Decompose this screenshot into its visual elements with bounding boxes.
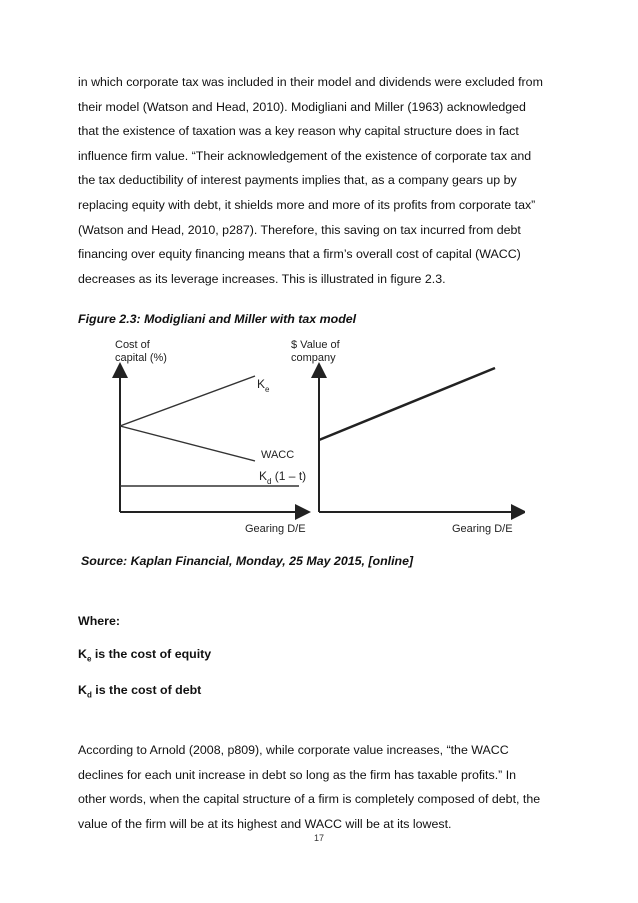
text-line: replacing equity with debt, it shields more and more of its profits from corporate tax” <box>78 197 536 212</box>
text-line: declines for each unit increase in debt so long as the firm has taxable profits.” In <box>78 767 517 782</box>
right-ylabel-line1: $ Value of <box>291 339 340 351</box>
left-ylabel-line2: capital (%) <box>115 352 167 364</box>
where-heading: Where: <box>78 614 120 628</box>
kd-label: $K_d$ (1 – t) <box>259 469 307 486</box>
figure-caption: Figure 2.3: Modigliani and Miller with tax model <box>78 312 357 326</box>
wacc-line <box>120 426 255 461</box>
text-line: (Watson and Head, 2010, p287). Therefore, this saving on tax incurred from debt <box>78 222 521 237</box>
text-line: value of the firm will be at its highest and WACC will be at its lowest. <box>78 816 452 831</box>
value-of-company-chart <box>291 339 519 535</box>
ke-line <box>120 376 255 426</box>
ke-label: $K_e$ <box>257 377 270 394</box>
right-ylabel-line2: company <box>291 352 336 364</box>
left-xlabel: Gearing D/E <box>245 523 306 535</box>
text-line: financing over equity financing means that a firm’s overall cost of capital (WACC) <box>78 247 521 262</box>
text-line: decreases as its leverage increases. This is illustrated in figure 2.3. <box>78 271 446 286</box>
definition-kd: $K_d$ is the cost of debt <box>78 683 202 700</box>
text-line: other words, when the capital structure of a firm is completely composed of debt, the <box>78 792 541 807</box>
wacc-label: WACC <box>261 449 295 461</box>
left-ylabel-line1: Cost of <box>115 339 150 351</box>
text-line: in which corporate tax was included in their model and dividends were excluded from <box>78 75 543 89</box>
text-line: their model (Watson and Head, 2010). Modigliani and Miller (1963) acknowledged <box>78 99 526 114</box>
text-line: the tax deductibility of interest payments implies that, as a company gears up by <box>78 173 517 188</box>
text-line: that the existence of taxation was a key reason why capital structure does in fact <box>78 124 519 139</box>
value-line <box>319 368 495 440</box>
right-xlabel: Gearing D/E <box>452 523 513 535</box>
definition-ke: $K_e$ is the cost of equity <box>78 647 212 664</box>
text-line: According to Arnold (2008, p809), while corporate value increases, “the WACC <box>78 743 509 757</box>
mm-tax-figure <box>95 336 525 536</box>
cost-of-capital-chart <box>115 339 306 535</box>
paragraph-1 <box>78 70 568 291</box>
paragraph-2 <box>78 738 568 836</box>
page-number: 17 <box>313 833 324 843</box>
figure-source: Source: Kaplan Financial, Monday, 25 May 2015, [online] <box>81 554 414 568</box>
text-line: influence firm value. “Their acknowledgement of the existence of corporate tax and <box>78 148 532 163</box>
